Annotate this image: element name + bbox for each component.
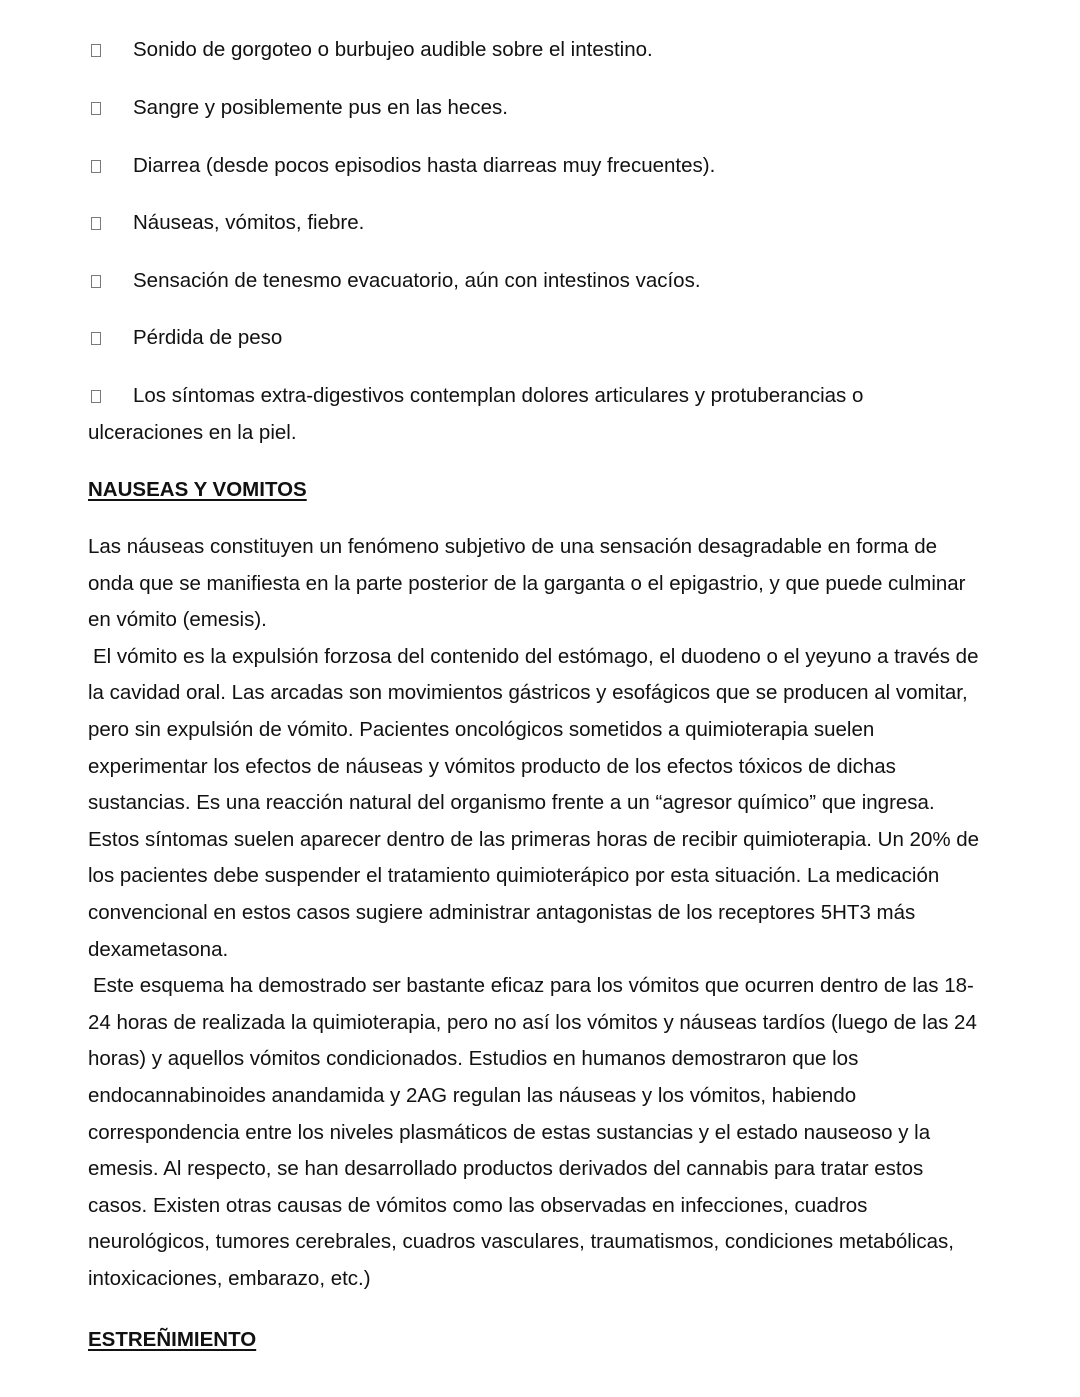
- list-item: [88, 262, 998, 299]
- checkbox-bullet-icon: [91, 44, 101, 57]
- paragraph: Este esquema ha demostrado ser bastante eficaz para los vómitos que ocurren dentro de las 18-24 horas de realizada la quimioterapia, pero no así los vómitos y náuseas tardíos (luego de las 24 horas) y aquellos vómitos condicionados. Estudios en humanos demostraron que los endocannabinoides anandamida y 2AG regulan las náuseas y los vómitos, habiendo correspondencia entre los niveles plasmáticos de estas sustancias y el estado nauseoso y la emesis. Al respecto, se han desarrollado productos derivados del cannabis para tratar estos casos. Existen otras causas de vómitos como las observadas en infecciones, cuadros neurológicos, tumores cerebrales, cuadros vasculares, traumatismos, condiciones metabólicas, intoxicaciones, embarazo, etc.): [88, 974, 977, 1290]
- checkbox-bullet-icon: [91, 390, 101, 403]
- list-item-text: Sonido de gorgoteo o burbujeo audible sobre el intestino.: [133, 38, 653, 61]
- section-heading-estrenimiento: ESTREÑIMIENTO: [88, 1328, 257, 1351]
- paragraph: El vómito es la expulsión forzosa del contenido del estómago, el duodeno o el yeyuno a través de la cavidad oral. Las arcadas son movimientos gástricos y esofágicos que se producen al vomitar, pero sin expulsión de vómito. Pacientes oncológicos sometidos a quimioterapia suelen experimentar los efectos de náuseas y vómitos producto de los efectos tóxicos de dichas sustancias. Es una reacción natural del organismo frente a un “agresor químico” que ingresa. Estos síntomas suelen aparecer dentro de las primeras horas de recibir quimioterapia. Un 20% de los pacientes debe suspender el tratamiento quimioterápico por esta situación. La medicación convencional en estos casos sugiere administrar antagonistas de los receptores 5HT3 más dexametasona.: [88, 644, 980, 961]
- checkbox-bullet-icon: [91, 160, 101, 173]
- checkbox-bullet-icon: [91, 275, 101, 288]
- checkbox-bullet-icon: [91, 332, 101, 345]
- list-item: [88, 319, 998, 356]
- list-item-text: Pérdida de peso: [133, 326, 283, 349]
- checkbox-bullet-icon: [91, 102, 101, 115]
- list-item-text: Náuseas, vómitos, fiebre.: [133, 211, 365, 234]
- list-item-text: Sangre y posiblemente pus en las heces.: [133, 96, 508, 119]
- list-item: [88, 89, 998, 126]
- list-item-text: Los síntomas extra-digestivos contemplan dolores articulares y protuberancias o ulceraciones en la piel.: [88, 384, 864, 444]
- paragraph: Las náuseas constituyen un fenómeno subjetivo de una sensación desagradable en forma de onda que se manifiesta en la parte posterior de la garganta o el epigastrio, y que puede culminar en vómito (emesis).: [88, 535, 966, 632]
- list-item: [88, 31, 998, 68]
- list-item: [88, 377, 918, 451]
- list-item-text: Sensación de tenesmo evacuatorio, aún con intestinos vacíos.: [133, 269, 701, 292]
- list-item: [88, 204, 998, 241]
- checkbox-bullet-icon: [91, 217, 101, 230]
- section-heading-nauseas: NAUSEAS Y VOMITOS: [88, 478, 307, 501]
- section-body-nauseas: [88, 529, 988, 1297]
- list-item: [88, 147, 998, 184]
- list-item-text: Diarrea (desde pocos episodios hasta diarreas muy frecuentes).: [133, 154, 716, 177]
